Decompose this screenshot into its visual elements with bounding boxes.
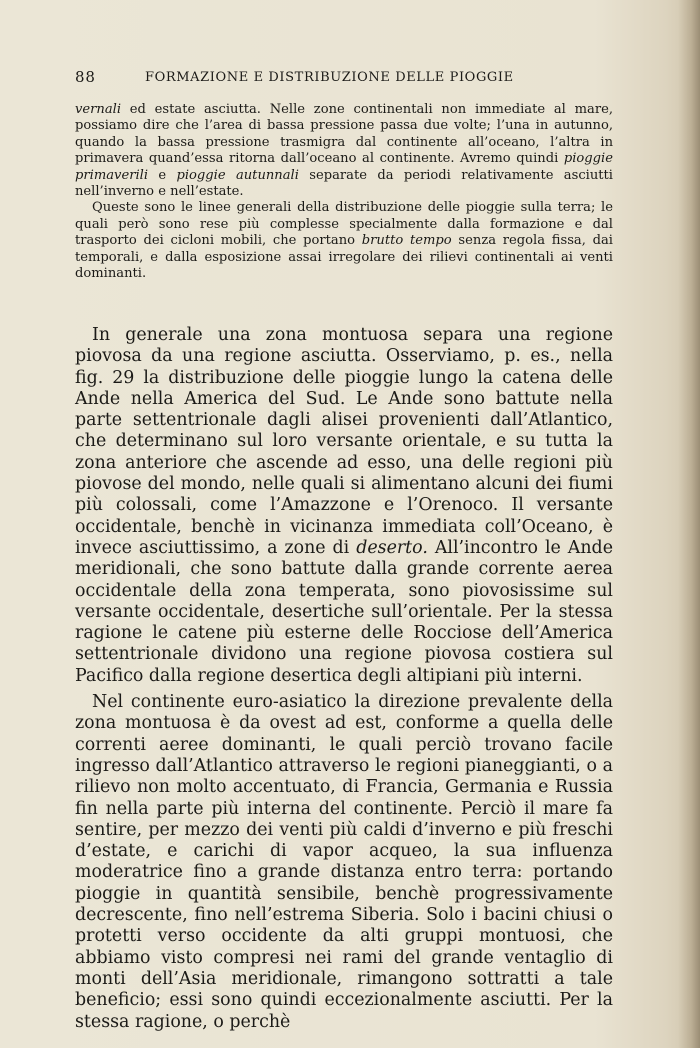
paragraph-text: Queste sono le linee generali della distribuzione delle pioggie sulla terra; le quali però sono rese più complesse specialmente dalla formazione e dal trasporto dei cicloni mobili, che portano <box>75 200 613 249</box>
italic-term: brutto tempo <box>361 233 452 249</box>
main-paragraph-1 <box>75 325 613 687</box>
small-print-section <box>75 102 613 282</box>
italic-term: pioggie primaverili <box>75 151 613 183</box>
paragraph-text: e <box>148 167 177 183</box>
small-paragraph-2 <box>75 200 613 282</box>
main-text-section <box>75 325 613 1033</box>
paragraph-text: separate da periodi relativamente asciutti nell’inverno e nell’estate. <box>75 167 613 200</box>
paragraph-text: All’incontro le Ande meridionali, che sono battute dalla grande corrente aerea occidentale della zona temperata, sono piovosissime sul versante occidentale, desertiche sull’orientale. Per la stessa ragione le catene più esterne delle Rocciose dell’America settentrionale dividono una regione piovosa costiera sul Pacifico dalla regione desertica degli altipiani più interni. <box>75 537 613 686</box>
italic-term: vernali <box>75 102 122 117</box>
running-header <box>75 68 620 88</box>
paragraph-text: ed estate asciutta. Nelle zone continentali non immediate al mare, possiamo dire che l’area di bassa pressione passa due volte; l’una in autunno, quando la bassa pressione trasmigra dal continente all’oceano, l’altra in primavera quand’essa ritorna dall’oceano al continente. Avremo quindi <box>75 102 613 167</box>
small-paragraph-1 <box>75 102 613 200</box>
paragraph-text: senza regola fissa, dai temporali, e dalla esposizione assai irregolare dei rilievi continentali ai venti dominanti. <box>75 233 613 282</box>
page-edge-shadow <box>678 0 700 1048</box>
main-paragraph-2 <box>75 692 613 1033</box>
paragraph-text: Nel continente euro-asiatico la direzione prevalente della zona montuosa è da ovest ad est, conforme a quella delle correnti aeree dominanti, le quali perciò trovano facile ingresso dall’Atlantico attraverso le regioni pianeggianti, o a rilievo non molto accentuato, di Francia, Germania e Russia fin nella parte più interna del continente. Perciò il mare fa sentire, per mezzo dei venti più caldi d’inverno e più freschi d’estate, e carichi di vapor acqueo, la sua influenza moderatrice fino a grande distanza entro terra: portando pioggie in quantità sensibile, benchè progressivamente decrescente, fino nell’estrema Siberia. Solo i bacini chiusi o protetti verso occidente da alti gruppi montuosi, che abbiamo visto compresi nei rami del grande ventaglio di monti dell’Asia meridionale, rimangono sottratti a tale beneficio; essi sono quindi eccezionalmente asciutti. Per la stessa ragione, o perchè <box>75 692 613 1032</box>
italic-term: deserto. <box>356 537 428 558</box>
running-title: FORMAZIONE E DISTRIBUZIONE DELLE PIOGGIE <box>145 70 514 85</box>
page-number: 88 <box>75 68 96 86</box>
paragraph-text: In generale una zona montuosa separa una regione piovosa da una regione asciutta. Osserviamo, p. es., nella fig. 29 la distribuzione delle pioggie lungo la catena delle Ande nella America del Sud. Le Ande sono battute nella parte settentrionale dagli alisei provenienti dall’Atlantico, che determinano sul loro versante orientale, e su tutta la zona anteriore che ascende ad esso, una delle regioni più piovose del mondo, nelle quali si alimentano alcuni dei fiumi più colossali, come l’Amazzone e l’Orenoco. Il versante occidentale, benchè in vicinanza immediata coll’Oceano, è invece asciuttissimo, a zone di <box>75 325 613 558</box>
italic-term: pioggie autunnali <box>176 167 299 183</box>
